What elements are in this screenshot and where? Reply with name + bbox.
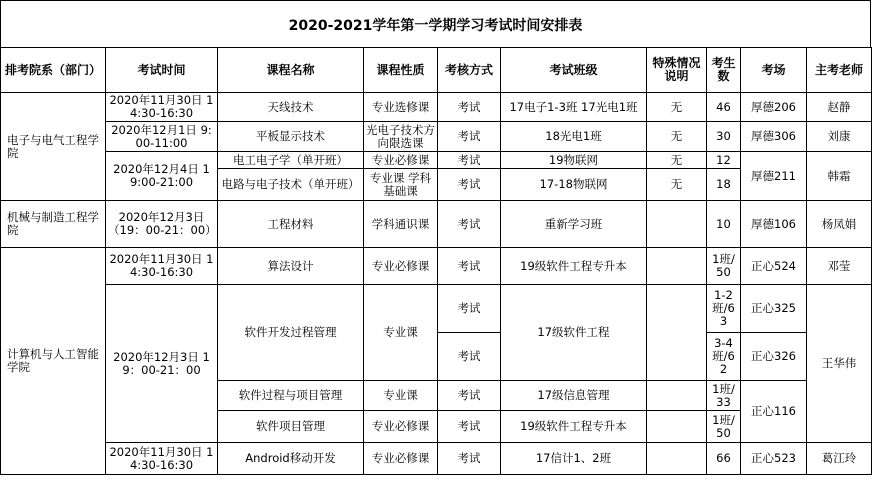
- course-cell: 软件过程与项目管理: [218, 381, 364, 411]
- special-cell: 无: [647, 93, 707, 122]
- room-cell: 正心523: [741, 443, 807, 475]
- room-cell: 正心524: [741, 248, 807, 285]
- special-cell: [647, 381, 707, 411]
- nature-cell: 专业课: [364, 381, 438, 411]
- teacher-cell: 王华伟: [807, 285, 872, 443]
- room-cell: 正心326: [741, 333, 807, 381]
- time-cell: 2020年11月30日 14:30-16:30: [106, 248, 218, 285]
- class-cell: 17-18物联网: [501, 169, 647, 201]
- class-cell: 18光电1班: [501, 122, 647, 152]
- time-cell: 2020年11月30日 14:30-16:30: [106, 93, 218, 122]
- class-cell: 19物联网: [501, 152, 647, 169]
- method-cell: 考试: [438, 122, 501, 152]
- dept-cell: 计算机与人工智能学院: [1, 248, 106, 475]
- special-cell: [647, 285, 707, 381]
- table-row: [1, 285, 872, 333]
- teacher-cell: 杨凤娟: [807, 201, 872, 248]
- time-cell: 2020年12月3日 19：00-21：00: [106, 285, 218, 443]
- special-cell: [647, 201, 707, 248]
- nature-cell: 专业选修课: [364, 93, 438, 122]
- count-cell: 30: [707, 122, 741, 152]
- table-row: [1, 152, 872, 169]
- time-cell: 2020年12月1日 9:00-11:00: [106, 122, 218, 152]
- count-cell: 1-2班/63: [707, 285, 741, 333]
- nature-cell: 专业课 学科基础课: [364, 169, 438, 201]
- method-cell: 考试: [438, 333, 501, 381]
- class-cell: 17级信息管理: [501, 381, 647, 411]
- count-cell: 12: [707, 152, 741, 169]
- class-cell: 17信计1、2班: [501, 443, 647, 475]
- time-cell: 2020年12月4日 19:00-21:00: [106, 152, 218, 201]
- header-row: [1, 48, 872, 93]
- room-cell: 厚德306: [741, 122, 807, 152]
- special-cell: [647, 248, 707, 285]
- nature-cell: 专业必修课: [364, 411, 438, 443]
- count-cell: 1班/33: [707, 381, 741, 411]
- nature-cell: 专业必修课: [364, 152, 438, 169]
- teacher-cell: 韩霜: [807, 152, 872, 201]
- method-cell: 考试: [438, 381, 501, 411]
- room-cell: 厚德206: [741, 93, 807, 122]
- course-cell: 软件开发过程管理: [218, 285, 364, 381]
- count-cell: 1班/50: [707, 411, 741, 443]
- method-cell: 考试: [438, 411, 501, 443]
- room-cell: 正心116: [741, 381, 807, 443]
- room-cell: 厚德211: [741, 152, 807, 201]
- special-cell: 无: [647, 152, 707, 169]
- exam-schedule-table: [0, 47, 872, 475]
- method-cell: 考试: [438, 285, 501, 333]
- method-cell: 考试: [438, 443, 501, 475]
- table-row: [1, 122, 872, 152]
- table-row: [1, 201, 872, 248]
- header-cell: 特殊情况说明: [647, 48, 707, 93]
- course-cell: 电工电子学（单开班）: [218, 152, 364, 169]
- method-cell: 考试: [438, 169, 501, 201]
- dept-cell: 电子与电气工程学院: [1, 93, 106, 201]
- table-row: [1, 443, 872, 475]
- special-cell: 无: [647, 169, 707, 201]
- course-cell: 电路与电子技术（单开班）: [218, 169, 364, 201]
- course-cell: Android移动开发: [218, 443, 364, 475]
- header-cell: 考试班级: [501, 48, 647, 93]
- count-cell: 3-4班/62: [707, 333, 741, 381]
- special-cell: [647, 443, 707, 475]
- header-cell: 主考老师: [807, 48, 872, 93]
- table-row: [1, 248, 872, 285]
- count-cell: 66: [707, 443, 741, 475]
- header-cell: 课程性质: [364, 48, 438, 93]
- course-cell: 算法设计: [218, 248, 364, 285]
- class-cell: 17级软件工程: [501, 285, 647, 381]
- page-title: 2020-2021学年第一学期学习考试时间安排表: [0, 0, 871, 48]
- method-cell: 考试: [438, 248, 501, 285]
- course-cell: 软件项目管理: [218, 411, 364, 443]
- count-cell: 1班/50: [707, 248, 741, 285]
- method-cell: 考试: [438, 201, 501, 248]
- special-cell: 无: [647, 122, 707, 152]
- teacher-cell: 刘康: [807, 122, 872, 152]
- teacher-cell: 邓莹: [807, 248, 872, 285]
- nature-cell: 专业必修课: [364, 443, 438, 475]
- nature-cell: 专业必修课: [364, 248, 438, 285]
- dept-cell: 机械与制造工程学院: [1, 201, 106, 248]
- header-cell: 考场: [741, 48, 807, 93]
- room-cell: 厚德106: [741, 201, 807, 248]
- class-cell: 19级软件工程专升本: [501, 248, 647, 285]
- header-cell: 考试时间: [106, 48, 218, 93]
- teacher-cell: 赵静: [807, 93, 872, 122]
- special-cell: [647, 411, 707, 443]
- teacher-cell: 葛江玲: [807, 443, 872, 475]
- class-cell: 17电子1-3班 17光电1班: [501, 93, 647, 122]
- method-cell: 考试: [438, 152, 501, 169]
- room-cell: 正心325: [741, 285, 807, 333]
- header-cell: 考核方式: [438, 48, 501, 93]
- count-cell: 18: [707, 169, 741, 201]
- nature-cell: 学科通识课: [364, 201, 438, 248]
- table-row: [1, 93, 872, 122]
- nature-cell: 专业课: [364, 285, 438, 381]
- class-cell: 19级软件工程专升本: [501, 411, 647, 443]
- time-cell: 2020年11月30日 14:30-16:30: [106, 443, 218, 475]
- class-cell: 重新学习班: [501, 201, 647, 248]
- header-cell: 排考院系（部门）: [1, 48, 106, 93]
- count-cell: 46: [707, 93, 741, 122]
- count-cell: 10: [707, 201, 741, 248]
- header-cell: 考生数: [707, 48, 741, 93]
- course-cell: 工程材料: [218, 201, 364, 248]
- course-cell: 平板显示技术: [218, 122, 364, 152]
- header-cell: 课程名称: [218, 48, 364, 93]
- method-cell: 考试: [438, 93, 501, 122]
- course-cell: 天线技术: [218, 93, 364, 122]
- nature-cell: 光电子技术方向限选课: [364, 122, 438, 152]
- time-cell: 2020年12月3日 （19：00-21：00）: [106, 201, 218, 248]
